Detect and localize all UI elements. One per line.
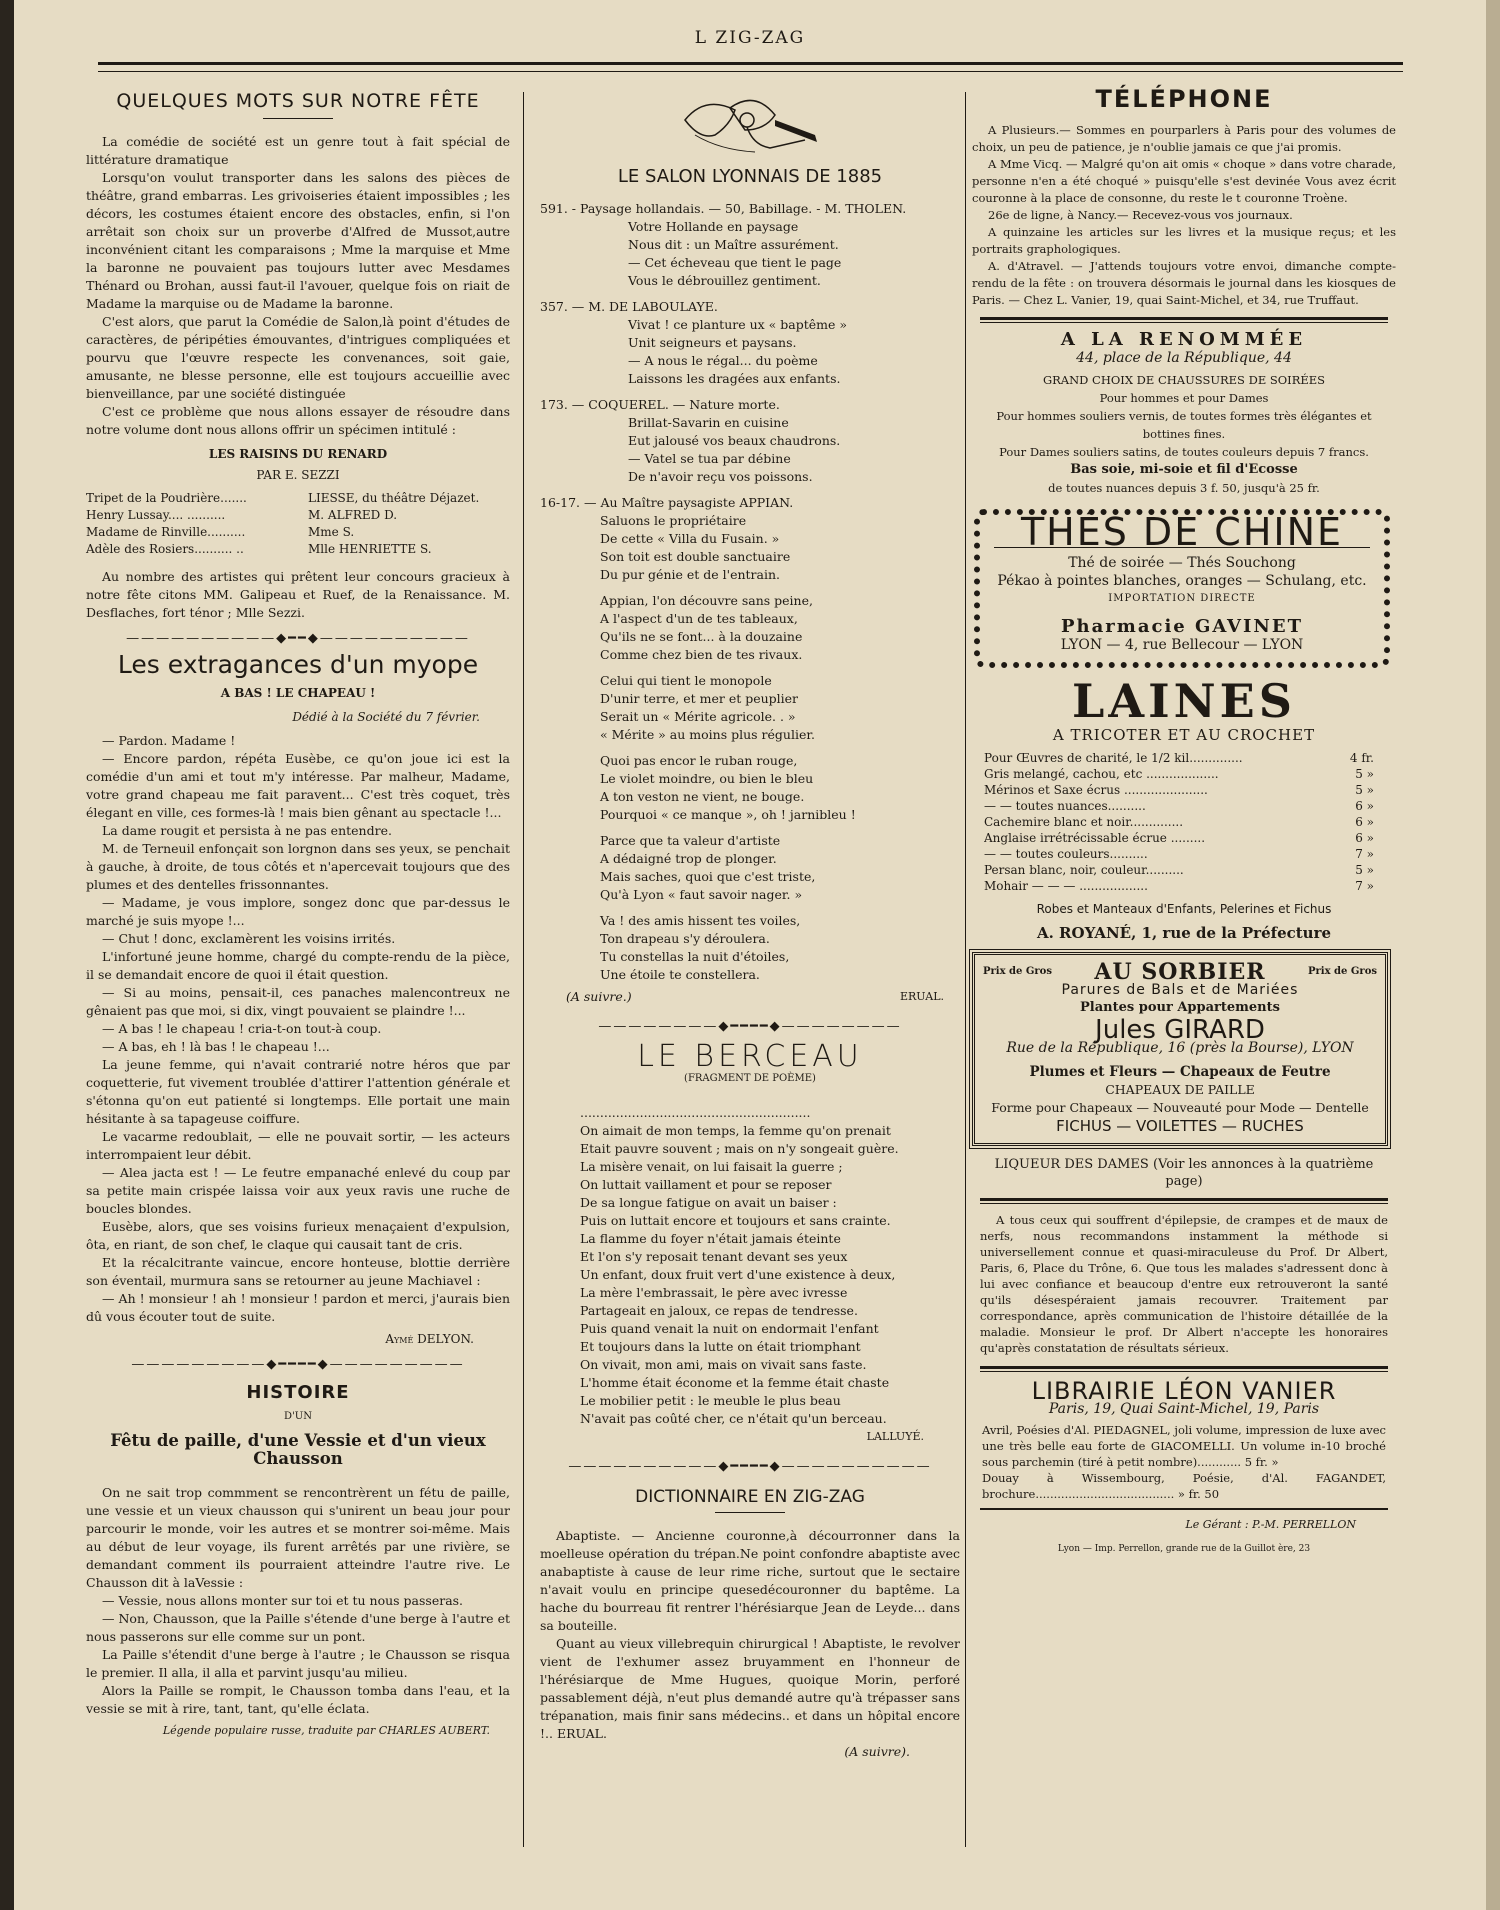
thes-address: LYON — 4, rue Bellecour — LYON — [1060, 637, 1304, 653]
price-row: — — toutes couleurs.......... 7 » — [984, 847, 1374, 861]
paragraph: — A bas ! le chapeau ! cria-t-on tout-à coup. — [102, 1021, 382, 1036]
poem-line: Et toujours dans la lutte on était triomphant — [580, 1339, 861, 1354]
histoire-body — [86, 1484, 510, 1718]
entry-head: 591. - Paysage hollandais. — 50, Babillage. - M. THOLEN. — [540, 201, 907, 216]
verse-line: Ton drapeau s'y déroulera. — [600, 931, 770, 946]
verse-line: Brillat-Savarin en cuisine — [628, 415, 789, 430]
cast-list — [86, 490, 510, 558]
poem-line: Et l'on s'y reposait tenant devant ses yeux — [580, 1249, 848, 1264]
sorbier-title: AU SORBIER — [1094, 959, 1266, 985]
paragraph: — Alea jacta est ! — Le feutre empanaché enlevé du coup par sa petite main crispée laissa voir aux yeux ravis une ruche de boucles blondes. — [86, 1165, 510, 1216]
laines-ad — [972, 676, 1396, 942]
verse-line: Nous dit : un Maître assurément. — [628, 237, 839, 252]
poem-line: La flamme du foyer n'était jamais éteinte — [580, 1231, 841, 1246]
epilepsie-ad: A tous ceux qui souffrent d'épilepsie, de crampes et de maux de nerfs, nous recommandons instamment la méthode si universellement connue et quasi-miraculeuse du Prof. Dr Albert, Paris, 6, Place du Trône, 6. Que tous les malades s'adressent donc à lui avec confiance et beaucoup d'entre eux retrouveront la santé qu'ils désespéraient jamais recouvrer. Traitement par correspondance, après communication de l'histoire détaillée de la maladie. Monsieur le prof. Dr Albert n'accepte les honoraires qu'après constatation de résultats sérieux. — [980, 1213, 1388, 1355]
librairie-entry: Avril, Poésies d'Al. PIEDAGNEL, joli volume, impression de luxe avec une très belle eau forte de GIACOMELLI. Un volume in-10 broché sous parchemin (tiré à petit nombre)............ 5 fr. » — [982, 1423, 1386, 1469]
fete-title: QUELQUES MOTS SUR NOTRE FÊTE — [116, 90, 480, 112]
verse-line: Parce que ta valeur d'artiste — [600, 833, 781, 848]
laines-subtitle: A TRICOTER ET AU CROCHET — [1052, 726, 1316, 744]
poem-line: N'avait pas coûté cher, ce n'était qu'un berceau. — [580, 1411, 887, 1426]
dico-to-follow: (A suivre). — [844, 1744, 910, 1759]
sorbier-address: Rue de la République, 16 (près la Bourse), LYON — [1006, 1040, 1354, 1056]
histoire-signature: Légende populaire russe, traduite par CHARLES AUBERT. — [162, 1724, 490, 1737]
sorbier-ad — [972, 952, 1388, 1146]
verse-line: Vous le débrouillez gentiment. — [628, 273, 821, 288]
paragraph: M. de Terneuil enfonçait son lorgnon dans ses yeux, se penchait à gauche, à droite, de tous côtés et n'apercevait toujours que des plumes et des dentelles frissonnantes. — [86, 841, 510, 892]
poem-line: L'homme était économe et la femme était chaste — [580, 1375, 890, 1390]
sorbier-line: FICHUS — VOILETTES — RUCHES — [1056, 1117, 1304, 1135]
verse-line: Le violet moindre, ou bien le bleu — [600, 771, 814, 786]
verse-line: Va ! des amis hissent tes voiles, — [600, 913, 801, 928]
section-rule — [980, 1366, 1388, 1372]
cast-row: Adèle des Rosiers.......... .. Mlle HENRIETTE S. — [86, 542, 432, 556]
histoire-sub: D'UN — [284, 1411, 312, 1422]
paragraph: La jeune femme, qui n'avait contrarié notre héros que par coquetterie, fut vivement troublée d'attirer l'attention générale et s'étonna qu'on eut patienté si longtemps. Elle portait une main hésitante à sa tapageuse coiffure. — [86, 1057, 510, 1126]
berceau-subtitle: (FRAGMENT DE POÈME) — [684, 1073, 816, 1084]
telephone-title: TÉLÉPHONE — [1095, 85, 1273, 113]
paragraph: — Encore pardon, répéta Eusèbe, ce qu'on joue ici est la comédie d'un ami et tout m'y intéresse. Par malheur, Madame, votre grand chapeau me fait paravent... C'est très coquet, très élegant en ville, ces formes-là ! mais bien gênant au spectacle !... — [86, 751, 510, 820]
salon-entry — [540, 396, 960, 486]
title-rule — [263, 118, 333, 119]
paragraph: Alors la Paille se rompit, le Chausson tomba dans l'eau, et la vessie se mit à rire, tant, tant, qu'elle éclata. — [86, 1683, 510, 1716]
poem-line: Etait pauvre souvent ; mais on n'y songeait guère. — [580, 1141, 899, 1156]
price-row: Gris melangé, cachou, etc ................... 5 » — [984, 767, 1374, 781]
liqueur-ad: LIQUEUR DES DAMES (Voir les annonces à la quatrième page) — [994, 1157, 1374, 1189]
column-2 — [540, 90, 960, 1761]
imprimeur: Lyon — Imp. Perrellon, grande rue de la Guillot ère, 23 — [1057, 1544, 1311, 1554]
verse-line: D'unir terre, et mer et peuplier — [600, 691, 799, 706]
verse-line: — Cet écheveau que tient le page — [628, 255, 842, 270]
ornament-divider: —————————◆━━━━◆————————— — [131, 1357, 465, 1372]
paragraph: — Si au moins, pensait-il, ces panaches malencontreux ne gênaient pas que moi, si dix, vingt pouvaient se plaindre !... — [86, 985, 510, 1018]
ad-line: de toutes nuances depuis 3 f. 50, jusqu'à 25 fr. — [1048, 481, 1320, 495]
paragraph: A Plusieurs.— Sommes en pourparlers à Paris pour des volumes de choix, un peu de patience, je n'oublie jamais ce que j'ai promis. — [972, 123, 1396, 154]
renommee-ad — [972, 331, 1396, 497]
to-follow: (A suivre.) — [566, 989, 632, 1004]
top-rule — [98, 62, 1403, 72]
verse-line: Comme chez bien de tes rivaux. — [600, 647, 803, 662]
verse-line: Qu'ils ne se font... à la douzaine — [600, 629, 803, 644]
laines-list — [972, 744, 1396, 894]
stanza-gap — [600, 664, 960, 672]
paragraph: On ne sait trop commment se rencontrèrent un fétu de paille, une vessie et un vieux chausson qui s'unirent un beau jour pour parcourir le monde, voir les autres et se montrer soi-même. Mais au début de leur voyage, ils furent arrêtés par une rivière, se demandant comment ils pourraient atteindre l'autre rive. Le Chausson dit à laVessie : — [86, 1485, 510, 1590]
salon-title: LE SALON LYONNAIS DE 1885 — [617, 166, 883, 187]
paragraph: Quant au vieux villebrequin chirurgical ! Abaptiste, le revolver vient de l'exhumer assez bruyamment en l'honneur de l'hérésiarque de Mme Hugues, quoique Morin, perforé passablement déjà, n'eut plus demandé autre qu'à trépasser sans trépanation, mais finir sans médecins.. et dans un hôpital encore !.. ERUAL. — [540, 1636, 960, 1741]
fete-body — [86, 133, 510, 439]
play-author: PAR E. SEZZI — [256, 468, 340, 482]
verse-line: Appian, l'on découvre sans peine, — [600, 593, 813, 608]
verse-line: Eut jalousé vos beaux chaudrons. — [628, 433, 841, 448]
paragraph: — Ah ! monsieur ! ah ! monsieur ! pardon et merci, j'aurais bien dû vous écouter tout de suite. — [86, 1291, 510, 1324]
myope-subtitle: A BAS ! LE CHAPEAU ! — [220, 686, 376, 700]
paragraph: Et la récalcitrante vaincue, encore honteuse, blottie derrière son éventail, murmura sans se retourner au jeune Machiavel : — [86, 1255, 510, 1288]
verse-line: A l'aspect d'un de tes tableaux, — [600, 611, 798, 626]
column-1 — [86, 90, 510, 1740]
binding-spine — [0, 0, 14, 1910]
price-row: Anglaise irrétrécissable écrue ......... 6 » — [984, 831, 1374, 845]
paragraph: 26e de ligne, à Nancy.— Recevez-vous vos journaux. — [988, 208, 1293, 222]
cast-row: Madame de Rinville.......... Mme S. — [86, 525, 355, 539]
verse-line: Saluons le propriétaire — [600, 513, 747, 528]
berceau-poem — [540, 1122, 960, 1428]
verse-line: — A nous le régal... du poème — [628, 353, 818, 368]
verse-line: Mais saches, quoi que c'est triste, — [600, 869, 816, 884]
myope-title: Les extragances d'un myope — [117, 650, 479, 679]
poem-line: Puis on luttait encore et toujours et sans crainte. — [580, 1213, 891, 1228]
ad-line: Pour Dames souliers satins, de toutes couleurs depuis 7 francs. — [999, 445, 1369, 459]
verse-line: Pourquoi « ce manque », oh ! jarnibleu ! — [600, 807, 856, 822]
poem-line: On luttait vaillament et pour se reposer — [580, 1177, 832, 1192]
poem-line: On aimait de mon temps, la femme qu'on prenait — [580, 1123, 891, 1138]
price-row: Mérinos et Saxe écrus ...................... 5 » — [984, 783, 1374, 797]
verse-line: Tu constellas la nuit d'étoiles, — [600, 949, 790, 964]
thes-ad — [974, 509, 1390, 668]
entry-head: 357. — M. DE LABOULAYE. — [540, 299, 718, 314]
sorbier-header — [983, 959, 1377, 985]
stanza-gap — [600, 584, 960, 592]
price-row: Cachemire blanc et noir.............. 6 » — [984, 815, 1374, 829]
fete-closing: Au nombre des artistes qui prêtent leur concours gracieux à notre fête citons MM. Galipeau et Ruef, de la Renaissance. M. Desflaches, fort ténor ; Mlle Sezzi. — [86, 569, 510, 620]
ad-line: Pour hommes souliers vernis, de toutes formes très élégantes et bottines fines. — [996, 409, 1372, 441]
verse-line: Celui qui tient le monopole — [600, 673, 772, 688]
poem-line: Le mobilier petit : le meuble le plus beau — [580, 1393, 841, 1408]
paragraph: L'infortuné jeune homme, chargé du compte-rendu de la pièce, il se demandait encore de quoi il était question. — [86, 949, 510, 982]
stanza-gap — [600, 744, 960, 752]
sorbier-line: Plumes et Fleurs — Chapeaux de Feutre — [1029, 1064, 1331, 1080]
thes-line: IMPORTATION DIRECTE — [1108, 593, 1256, 604]
verse-line: Son toit est double sanctuaire — [600, 549, 791, 564]
librairie-address: Paris, 19, Quai Saint-Michel, 19, Paris — [1048, 1401, 1320, 1417]
verse-line: Unit seigneurs et paysans. — [628, 335, 797, 350]
paragraph: — Vessie, nous allons monter sur toi et tu nous passeras. — [102, 1593, 464, 1608]
sorbier-name: Jules GIRARD — [1095, 1015, 1265, 1045]
price-row: Pour Œuvres de charité, le 1/2 kil.............. 4 fr. — [984, 751, 1374, 765]
price-row: Mohair — — — .................. 7 » — [984, 879, 1374, 893]
salon-footer — [540, 988, 960, 1006]
page-edge — [1486, 0, 1500, 1910]
verse-line: A ton veston ne vient, ne bouge. — [600, 789, 805, 804]
sorbier-right: Prix de Gros — [1308, 966, 1377, 977]
column-rule-1 — [523, 92, 524, 1847]
section-rule — [980, 1198, 1388, 1204]
thes-title: THÉS DE CHINE — [1020, 510, 1344, 554]
column-3 — [972, 85, 1397, 1558]
histoire-subtitle: Fêtu de paille, d'une Vessie et d'un vieux Chausson — [110, 1431, 486, 1468]
ad-line: Pour hommes et pour Dames — [1099, 391, 1269, 405]
ornament-divider: ——————————◆━━◆—————————— — [126, 631, 470, 646]
laines-shop: A. ROYANÉ, 1, rue de la Préfecture — [1036, 924, 1332, 942]
verse-line: A dédaigné trop de plonger. — [600, 851, 777, 866]
salon-entry — [540, 494, 960, 984]
entry-head: 173. — COQUEREL. — Nature morte. — [540, 397, 780, 412]
paragraph: Abaptiste. — Ancienne couronne,à décourronner dans la moelleuse opération du trépan.Ne point confondre abaptiste avec anabaptiste à cause de leur rime riche, surtout que le sectaire n'avait voulu en principe quesedécouronner du baptême. La hache du bourreau fit rentrer l'hérésiarque Jean de Leyde... dans sa bouteille. — [540, 1528, 960, 1633]
poem-line: On vivait, mon ami, mais on vivait sans faste. — [580, 1357, 867, 1372]
verse-line: — Vatel se tua par débine — [628, 451, 791, 466]
poem-line: Puis quand venait la nuit on endormait l'enfant — [580, 1321, 879, 1336]
librairie-entry: Douay à Wissembourg, Poésie, d'Al. FAGANDET, brochure...................................... » fr. 50 — [982, 1471, 1386, 1501]
paragraph: C'est ce problème que nous allons essayer de résoudre dans notre volume dont nous allons offrir un spécimen intitulé : — [86, 404, 510, 437]
salon-signature: ERUAL. — [900, 990, 944, 1003]
price-row: Persan blanc, noir, couleur.......... 5 » — [984, 863, 1374, 877]
ornament-divider: ————————◆━━━━◆———————— — [598, 1019, 902, 1034]
verse-line: Une étoile te constellera. — [600, 967, 760, 982]
sorbier-line: Forme pour Chapeaux — Nouveauté pour Mode — Dentelle — [991, 1100, 1369, 1115]
angel-trumpet-icon — [675, 90, 825, 160]
verse-line: Laissons les dragées aux enfants. — [628, 371, 841, 386]
renommee-title: A LA RENOMMÉE — [1060, 329, 1308, 350]
paragraph: La comédie de société est un genre tout à fait spécial de littérature dramatique — [86, 134, 510, 167]
renommee-address: 44, place de la République, 44 — [1076, 350, 1292, 366]
poem-line: De sa longue fatigue on avait un baiser : — [580, 1195, 837, 1210]
verse-line: Vivat ! ce planture ux « baptême » — [628, 317, 848, 332]
paragraph: C'est alors, que parut la Comédie de Salon,là point d'études de caractères, de péripéties émouvantes, d'intrigues compliquées et pourvu que l'œuvre respecte les convenances, soit gaie, amusante, ne blesse personne, elle est toujours accueillie avec bienveillance, par une société distinguée — [86, 314, 510, 401]
sorbier-left: Prix de Gros — [983, 966, 1052, 977]
paragraph: La Paille s'étendit d'une berge à l'autre ; le Chausson se risqua le premier. Il alla, il alla et parvint jusqu'au milieu. — [86, 1647, 510, 1680]
entry-head: 16-17. — Au Maître paysagiste APPIAN. — [540, 495, 794, 510]
myope-dedication: Dédié à la Société du 7 février. — [292, 710, 480, 724]
paragraph: A quinzaine les articles sur les livres et la musique reçus; et les portraits graphologiques. — [972, 225, 1396, 256]
paragraph: — Pardon. Madame ! — [102, 733, 236, 748]
paragraph: Eusèbe, alors, que ses voisins furieux menaçaient d'expulsion, ôta, en riant, de son chef, le claque qui causait tant de cris. — [86, 1219, 510, 1252]
librairie-title: LIBRAIRIE LÉON VANIER — [1031, 1377, 1337, 1405]
renommee-body — [972, 371, 1396, 497]
laines-title: LAINES — [1072, 674, 1296, 728]
section-rule — [980, 317, 1388, 323]
paragraph: Lorsqu'on voulut transporter dans les salons des pièces de théâtre, grand embarras. Les grivoiseries étaient impossibles ; les décors, les costumes étaient encore des obstacles, enfin, si l'on arrêtait son choix sur un proverbe d'Alfred de Mussot,autre inconvénient citant les comparaisons ; Mme la marquise et Mme la baronne ne pouvaient pas toujours lutter avec Mesdames Thénard ou Brohan, aussi faut-il l'avouer, quelque fois on riait de Madame la marquise ou de Madame la baronne. — [86, 170, 510, 311]
ad-line: GRAND CHOIX DE CHAUSSURES DE SOIRÉES — [1042, 373, 1326, 387]
verse-line: Du pur génie et de l'entrain. — [600, 567, 780, 582]
paragraph: A. d'Atravel. — J'attends toujours votre envoi, dimanche compte-rendu de la fête : on trouvera désormais le journal dans les kiosques de Paris. — Chez L. Vanier, 19, quai Saint-Michel, et 34, rue Truffaut. — [972, 259, 1396, 307]
verse-line: Quoi pas encor le ruban rouge, — [600, 753, 798, 768]
salon-entry — [540, 298, 960, 388]
sorbier-line: Plantes pour Appartements — [1080, 1000, 1280, 1015]
verse-line: De n'avoir reçu vos poissons. — [628, 469, 813, 484]
telephone-body — [972, 122, 1396, 309]
verse-line: Qu'à Lyon « faut savoir nager. » — [600, 887, 803, 902]
paragraph: A Mme Vicq. — Malgré qu'on ait omis « choque » dans votre charade, personne n'en a été choqué » puisqu'elle s'est devinée Vous avez écrit couronne à la place de consonne, du reste le t couronne Troène. — [972, 157, 1397, 205]
ornament-divider: ——————————◆━━━━◆—————————— — [568, 1459, 932, 1474]
sorbier-line: CHAPEAUX DE PAILLE — [1105, 1082, 1255, 1097]
poem-line: La mère l'embrassait, le père avec ivresse — [580, 1285, 848, 1300]
thes-pharmacie: Pharmacie GAVINET — [1061, 616, 1303, 637]
poem-line: La misère venait, on lui faisait la guerre ; — [580, 1159, 843, 1174]
paragraph: — A bas, eh ! là bas ! le chapeau !... — [102, 1039, 330, 1054]
paragraph: Le vacarme redoublait, — elle ne pouvait sortir, — les acteurs interrompaient leur débit. — [86, 1129, 510, 1162]
thes-line: Thé de soirée — Thés Souchong — [1068, 555, 1296, 571]
laines-footer: Robes et Manteaux d'Enfants, Pelerines et Fichus — [1036, 902, 1332, 916]
verse-line: Votre Hollande en paysage — [628, 219, 799, 234]
paragraph: — Chut ! donc, exclamèrent les voisins irrités. — [102, 931, 396, 946]
poem-line: Un enfant, doux fruit vert d'une existence à deux, — [580, 1267, 896, 1282]
histoire-title: HISTOIRE — [246, 1382, 350, 1403]
librairie-ad — [972, 1377, 1396, 1502]
price-row: — — toutes nuances.......... 6 » — [984, 799, 1374, 813]
running-title: L ZIG-ZAG — [694, 28, 806, 48]
poem-line: Partageait en jaloux, ce repas de tendresse. — [580, 1303, 858, 1318]
gerant: Le Gérant : P.-M. PERRELLON — [1185, 1518, 1356, 1531]
play-title: LES RAISINS DU RENARD — [208, 447, 388, 461]
berceau-dots: .......................................................... — [580, 1105, 811, 1120]
berceau-title: LE BERCEAU — [637, 1039, 863, 1074]
cast-row: Tripet de la Poudrière....... LIESSE, du théâtre Déjazet. — [86, 491, 480, 505]
ad-line: Bas soie, mi-soie et fil d'Ecosse — [1070, 462, 1298, 477]
paragraph: La dame rougit et persista à ne pas entendre. — [102, 823, 392, 838]
sorbier-line: Parures de Bals et de Mariées — [1061, 982, 1299, 998]
stanza-gap — [600, 904, 960, 912]
thes-line: Pékao à pointes blanches, oranges — Schulang, etc. — [997, 573, 1367, 589]
verse-line: De cette « Villa du Fusain. » — [600, 531, 780, 546]
title-rule — [715, 1512, 785, 1513]
myope-signature: Aymé DELYON. — [385, 1332, 474, 1346]
dico-title: DICTIONNAIRE EN ZIG-ZAG — [635, 1487, 865, 1507]
paragraph: — Non, Chausson, que la Paille s'étende d'une berge à l'autre et nous passerons sur elle comme sur un pont. — [86, 1611, 510, 1644]
stanza-gap — [600, 824, 960, 832]
verse-line: Serait un « Mérite agricole. . » — [600, 709, 796, 724]
paragraph: — Madame, je vous implore, songez donc que par-dessus le marché je suis myope !... — [86, 895, 510, 928]
angel-vignette — [540, 90, 960, 160]
verse-line: « Mérite » au moins plus régulier. — [600, 727, 815, 742]
berceau-signature: LALLUYÉ. — [866, 1430, 924, 1443]
cast-row: Henry Lussay.... .......... M. ALFRED D. — [86, 508, 398, 522]
column-rule-2 — [965, 92, 966, 1847]
myope-body — [86, 732, 510, 1326]
salon-entry — [540, 200, 960, 290]
